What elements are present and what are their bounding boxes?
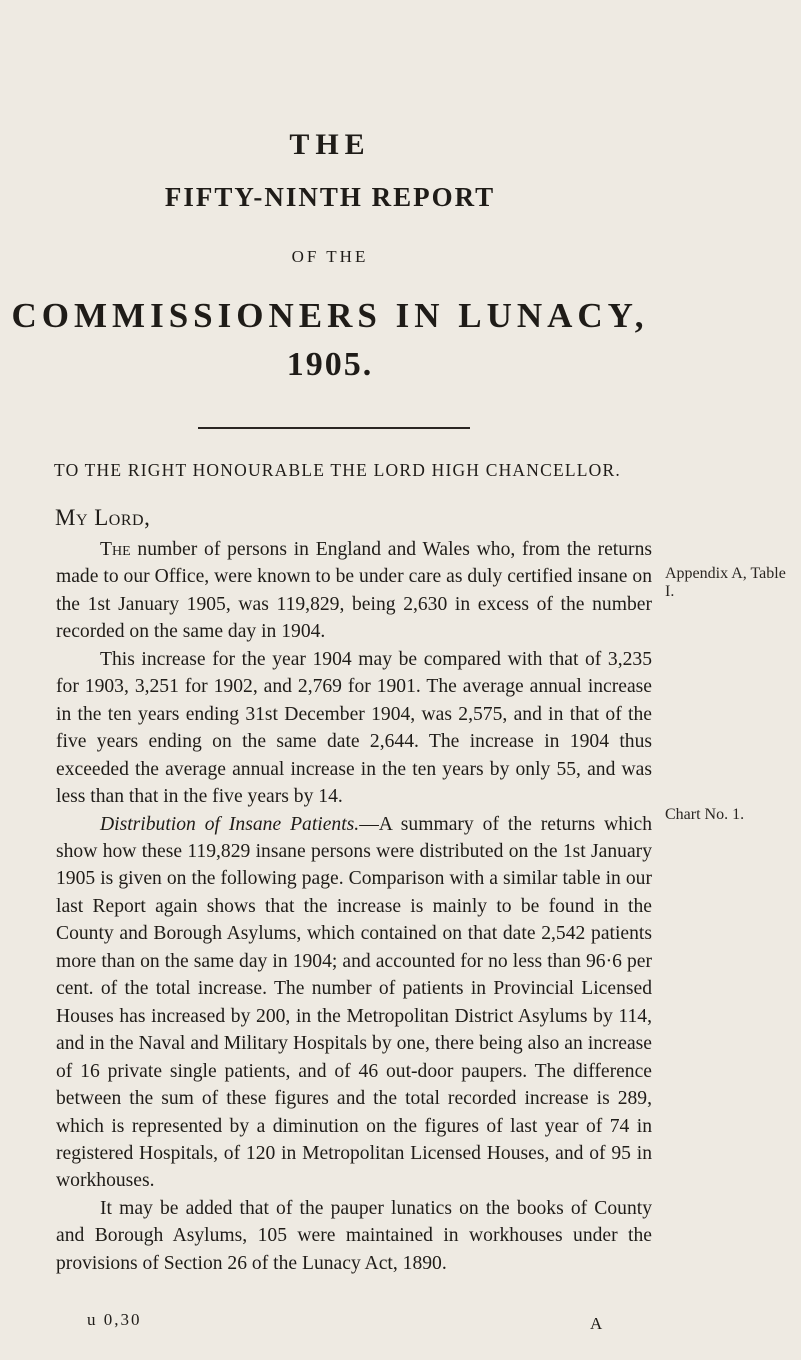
title-of-the: OF THE bbox=[291, 247, 369, 266]
body-text bbox=[56, 536, 652, 1277]
paragraph-1 bbox=[56, 536, 652, 646]
title-the: THE bbox=[289, 128, 371, 161]
paragraph-3-heading: Distribution of Insane Patients. bbox=[100, 813, 360, 835]
paragraph-1-lead: The bbox=[100, 539, 131, 560]
paragraph-1-text: number of persons in England and Wales who, from the returns made to our Office, were known to be under care as duly certified insane on the 1st January 1905, was 119,829, being 2,630 in excess of the number recorded on the same day in 1904. bbox=[56, 539, 652, 643]
title-commissioners: COMMISSIONERS IN LUNACY, bbox=[11, 296, 649, 335]
paragraph-2: This increase for the year 1904 may be compared with that of 3,235 for 1903, 3,251 for 1902, and 2,769 for 1901. The average annual increase in the ten years ending 31st December 1904, was 2,575, and in that of the five years ending on the same date 2,644. The increase in 1904 thus exceeded the average annual increase in the ten years by only 55, and was less than that in the five years by 14. bbox=[56, 648, 652, 808]
title-divider bbox=[198, 427, 470, 429]
paragraph-3-text: —A summary of the returns which show how these 119,829 insane persons were distributed on the 1st January 1905 is given on the following page. Comparison with a similar table in our last Report again shows that the increase is mainly to be found in the County and Borough Asylums, which contained on that date 2,542 patients more than on the same day in 1904; and accounted for no less than 96·6 per cent. of the total increase. The number of patients in Provincial Licensed Houses has increased by 200, in the Metropolitan District Asylums by 114, and in the Naval and Military Hospitals by one, there being also an increase of 16 private single patients, and of 46 out-door paupers. The difference between the sum of these figures and the total recorded increase is 289, which is represented by a diminution on the figures of last year of 74 in registered Hospitals, of 120 in Metropolitan Licensed Houses, and of 95 in workhouses. bbox=[56, 813, 652, 1192]
paragraph-4: It may be added that of the pauper lunatics on the books of County and Borough Asylums, 105 were maintained in workhouses under the provisions of Section 26 of the Lunacy Act, 1890. bbox=[56, 1197, 652, 1274]
footer-print-code: u 0,30 bbox=[87, 1310, 142, 1329]
address-line: TO THE RIGHT HONOURABLE THE LORD HIGH CHANCELLOR. bbox=[54, 460, 621, 480]
margin-note-chart: Chart No. 1. bbox=[665, 806, 745, 823]
margin-note-appendix: Appendix A, Table I. bbox=[665, 565, 786, 600]
paragraph-3 bbox=[56, 811, 652, 1195]
footer-signature-mark: A bbox=[590, 1314, 603, 1333]
title-year: 1905. bbox=[286, 346, 374, 383]
salutation: My Lord, bbox=[55, 505, 151, 530]
title-report: FIFTY-NINTH REPORT bbox=[164, 182, 496, 212]
